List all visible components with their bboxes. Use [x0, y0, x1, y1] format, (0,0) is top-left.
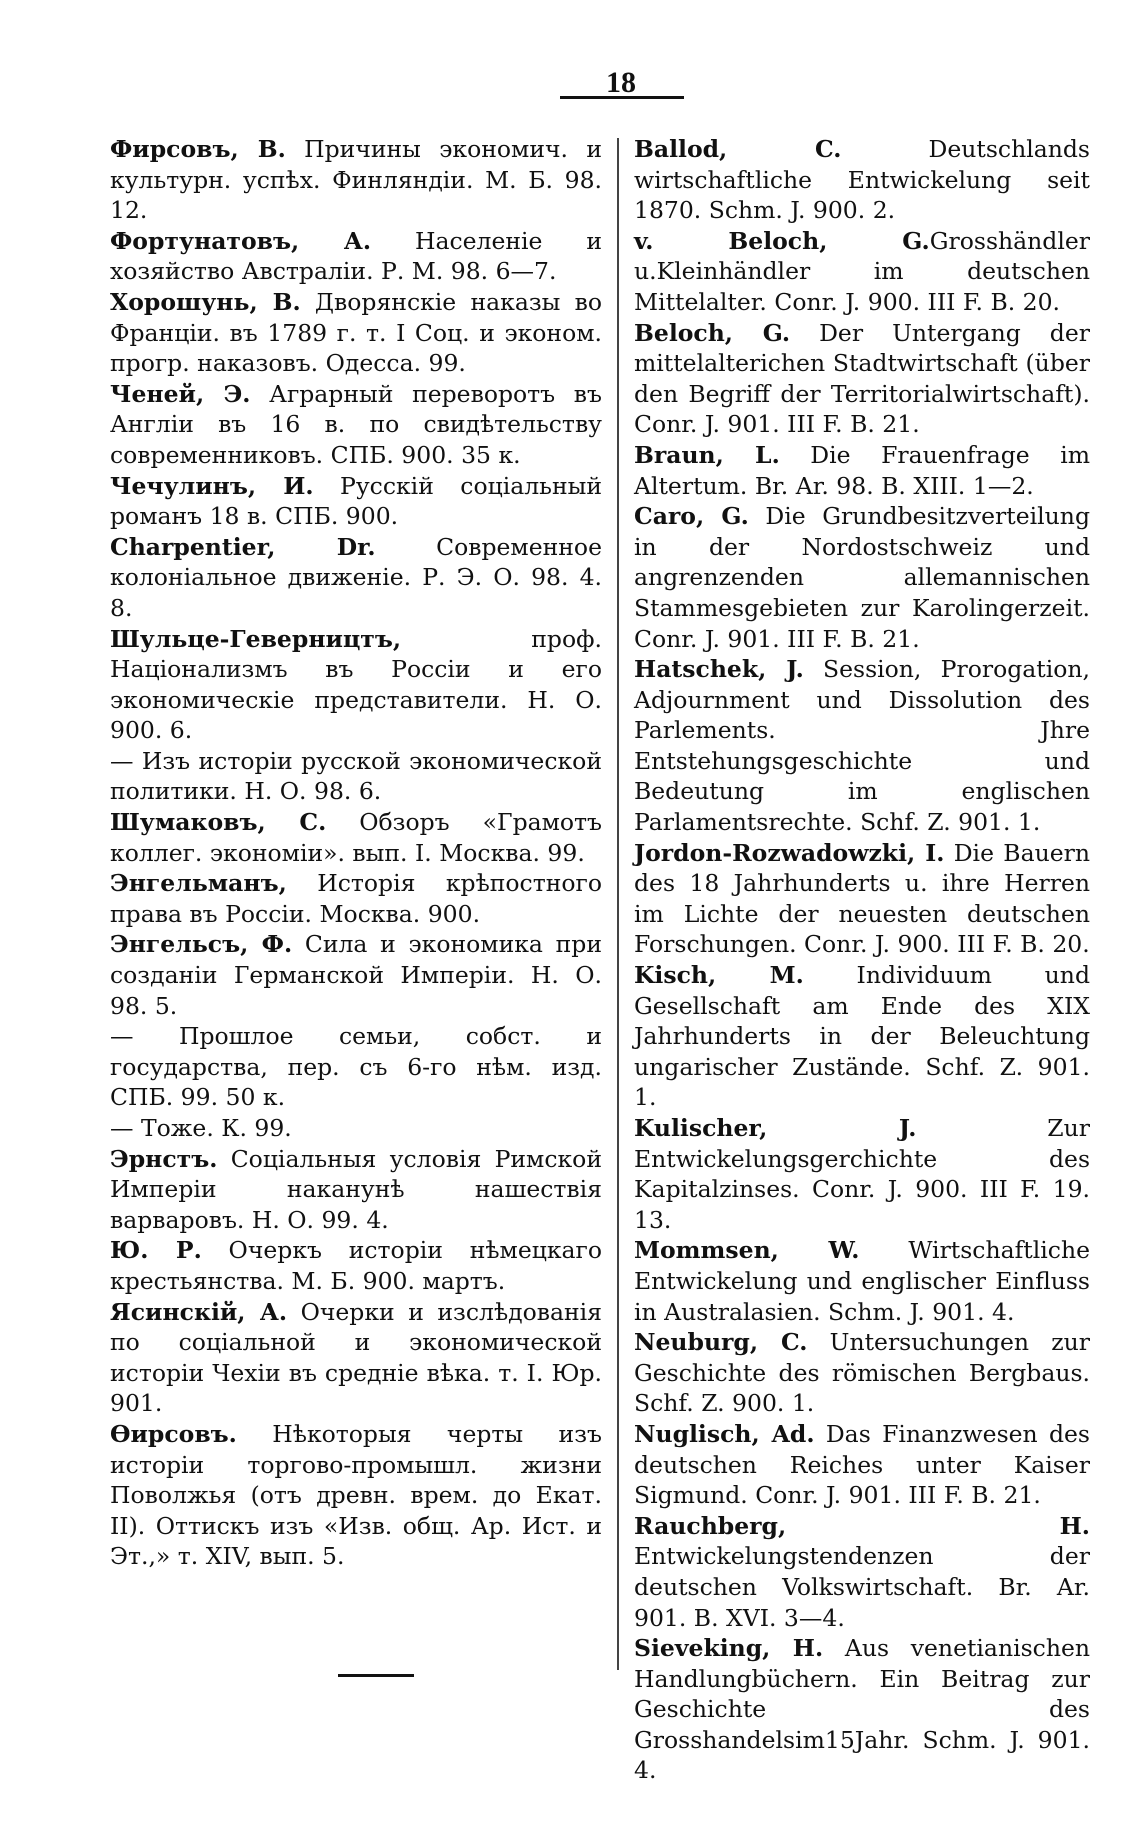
- entry-author: Фирсовъ, В.: [110, 135, 286, 163]
- column-divider: [617, 138, 619, 1670]
- entry-text: Zur Entwickelungsgerchichte des Kapitalzinses. Conr. J. 900. III F. 19. 13.: [634, 1114, 1091, 1234]
- entry-text: Исторія крѣпостного права въ Россіи. Москва. 900.: [110, 869, 602, 928]
- bibliography-entry: [110, 287, 602, 379]
- right-column: [634, 134, 1090, 1786]
- entry-author: Шульце-Геверництъ,: [110, 624, 402, 653]
- bibliography-entry: [634, 226, 1090, 318]
- entry-author: Энгельманъ,: [110, 869, 287, 898]
- bibliography-entry: [110, 1235, 602, 1296]
- bibliography-entry: [110, 1419, 602, 1572]
- bibliography-entry: [634, 440, 1090, 501]
- entry-author: Ченей, Э.: [110, 379, 251, 408]
- entry-text: Дворянскіе наказы во Франціи. въ 1789 г. т. I Соц. и эконом. прогр. наказовъ. Одесса. 99.: [110, 287, 603, 378]
- entry-text: Населеніе и хозяйство Австраліи. Р. М. 98. 6—7.: [110, 226, 602, 286]
- bibliography-entry: [634, 1327, 1090, 1419]
- bibliography-entry: [110, 746, 602, 807]
- entry-text: Grosshändler u.Kleinhändler im deutschen Mittelalter. Conr. J. 900. III F. B. 20.: [634, 226, 1090, 316]
- entry-author: Ясинскій, А.: [110, 1297, 288, 1326]
- entry-author: Ѳирсовъ.: [110, 1419, 237, 1448]
- entry-author: Энгельсъ, Ф.: [110, 930, 293, 959]
- entry-author: Mommsen, W.: [634, 1236, 860, 1265]
- entry-author: Braun, L.: [634, 440, 780, 469]
- entry-author: Sieveking, H.: [634, 1634, 824, 1663]
- bibliography-entry: [110, 868, 602, 929]
- entry-author: Фортунатовъ, А.: [110, 226, 372, 255]
- entry-text: Сила и экономика при созданіи Германской Имперіи. Н. О. 98. 5.: [110, 930, 602, 1020]
- bibliography-entry: [110, 929, 602, 1021]
- entry-author: Jordon-Rozwadowzki, I.: [634, 838, 945, 867]
- bibliography-entry: [634, 1113, 1090, 1235]
- entry-text: Individuum und Gesellschaft am Ende des XIX Jahrhunderts in der Beleuchtung ungarischer Zustände. Schf. Z. 901. 1.: [634, 961, 1090, 1112]
- entry-author: Хорошунь, В.: [110, 287, 301, 316]
- entry-text: Современное колоніальное движеніе. Р. Э. О. 98. 4. 8.: [110, 532, 602, 622]
- entry-text: проф. Націонализмъ въ Россіи и его экономическіе представители. Н. О. 900. 6.: [110, 624, 602, 745]
- entry-text: Русскій соціальный романъ 18 в. СПБ. 900.: [110, 471, 602, 531]
- entry-author: Beloch, G.: [634, 318, 791, 347]
- bibliography-entry: [110, 1297, 602, 1419]
- entry-author: Чечулинъ, И.: [110, 471, 314, 500]
- entry-author: Neuburg, C.: [634, 1328, 808, 1357]
- bibliography-entry: [634, 1511, 1090, 1633]
- entry-text: Соціальныя условія Римской Имперіи наканунѣ нашествія варваровъ. Н. О. 99. 4.: [110, 1144, 602, 1234]
- bibliography-entry: [110, 1113, 602, 1144]
- left-column: [110, 134, 602, 1572]
- header-rule: [560, 96, 684, 99]
- bibliography-entry: [110, 379, 602, 471]
- entry-text: Wirtschaftliche Entwickelung und englischer Einfluss in Australasien. Schm. J. 901. 4.: [634, 1236, 1090, 1326]
- bibliography-entry: [110, 226, 602, 287]
- bibliography-entry: [634, 318, 1090, 440]
- entry-text: Aus venetianischen Handlungbüchern. Ein Beitrag zur Geschichte des Grosshandelsim15Jahr. Schm. J. 901. 4.: [634, 1634, 1090, 1785]
- entry-text: Untersuchungen zur Geschichte des römischen Bergbaus. Schf. Z. 900. 1.: [634, 1328, 1090, 1418]
- entry-text: Die Grundbesitzverteilung in der Nordostschweiz und angrenzenden allemannischen Stammesgebieten zur Karolingerzeit. Conr. J. 901. III F. B. 21.: [634, 502, 1090, 653]
- bibliography-entry: [634, 501, 1090, 654]
- entry-text: Очерки и изслѣдованія по соціальной и экономической исторіи Чехіи въ средніе вѣка. т. I. Юр. 901.: [110, 1297, 603, 1418]
- bibliography-entry: [634, 1235, 1090, 1327]
- page-number: 18: [606, 66, 636, 99]
- entry-text: Das Finanzwesen des deutschen Reiches unter Kaiser Sigmund. Conr. J. 901. III F. B. 21.: [634, 1419, 1090, 1510]
- bibliography-entry: [110, 624, 602, 746]
- entry-text: — Изъ исторіи русской экономической политики. Н. О. 98. 6.: [110, 746, 602, 806]
- entry-author: v. Beloch, G.: [634, 226, 930, 255]
- entry-text: Die Bauern des 18 Jahrhunderts u. ihre Herren im Lichte der neuesten deutschen Forschungen. Conr. J. 900. III F. B. 20.: [634, 838, 1090, 959]
- entry-text: — Тоже. К. 99.: [110, 1114, 292, 1142]
- entry-author: Nuglisch, Ad.: [634, 1419, 815, 1448]
- bibliography-entry: [110, 471, 602, 532]
- entry-author: Ю. Р.: [110, 1236, 202, 1265]
- entry-author: Шумаковъ, С.: [110, 808, 327, 837]
- bibliography-entry: [110, 807, 602, 868]
- entry-text: Die Frauenfrage im Altertum. Br. Ar. 98. B. XIII. 1—2.: [634, 440, 1090, 500]
- bibliography-entry: [110, 1144, 602, 1236]
- entry-author: Hatschek, J.: [634, 655, 804, 684]
- entry-author: Charpentier, Dr.: [110, 532, 376, 561]
- entry-text: — Прошлое семьи, собст. и государства, пер. съ 6-го нѣм. изд. СПБ. 99. 50 к.: [110, 1022, 602, 1112]
- bibliography-entry: [634, 134, 1090, 226]
- entry-text: Очеркъ исторіи нѣмецкаго крестьянства. М. Б. 900. мартъ.: [110, 1236, 602, 1295]
- entry-text: Нѣкоторыя черты изъ исторіи торгово-промышл. жизни Поволжья (отъ древн. врем. до Екат. II). Оттискъ изъ «Изв. общ. Ар. Ист. и Эт.,» т. XIV, вып. 5.: [110, 1419, 602, 1571]
- entry-author: Kulischer, J.: [634, 1114, 917, 1142]
- entry-text: Session, Prorogation, Adjournment und Dissolution des Parlements. Jhre Entstehungsgeschichte und Bedeutung im englischen Parlamentsrechte. Schf. Z. 901. 1.: [634, 655, 1090, 837]
- entry-author: Caro, G.: [634, 502, 749, 531]
- bibliography-entry: [110, 532, 602, 624]
- entry-text: Причины экономич. и культурн. успѣх. Финляндіи. М. Б. 98. 12.: [110, 135, 602, 225]
- bibliography-entry: [634, 1419, 1090, 1511]
- bibliography-entry: [110, 134, 602, 226]
- entry-author: Эрнстъ.: [110, 1144, 218, 1173]
- bibliography-entry: [634, 654, 1090, 838]
- entry-text: Deutschlands wirtschaftliche Entwickelung seit 1870. Schm. J. 900. 2.: [634, 135, 1090, 225]
- entry-author: Rauchberg, H.: [634, 1511, 1090, 1540]
- entry-author: Ballod, C.: [634, 135, 842, 163]
- footer-rule: [338, 1674, 414, 1677]
- entry-text: Der Untergang der mittelalterichen Stadtwirtschaft (über den Begriff der Territorialwirtschaft). Conr. J. 901. III F. B. 21.: [634, 318, 1090, 439]
- entry-text: Аграрный переворотъ въ Англіи въ 16 в. по свидѣтельству современниковъ. СПБ. 900. 35 к.: [110, 379, 602, 469]
- bibliography-entry: [634, 960, 1090, 1113]
- entry-text: Entwickelungstendenzen der deutschen Volkswirtschaft. Br. Ar. 901. B. XVI. 3—4.: [634, 1542, 1090, 1632]
- bibliography-entry: [634, 1633, 1090, 1786]
- bibliography-entry: [634, 838, 1090, 960]
- entry-author: Kisch, M.: [634, 961, 804, 990]
- bibliography-entry: [110, 1021, 602, 1113]
- entry-text: Обзоръ «Грамотъ коллег. экономіи». вып. I. Москва. 99.: [110, 808, 603, 867]
